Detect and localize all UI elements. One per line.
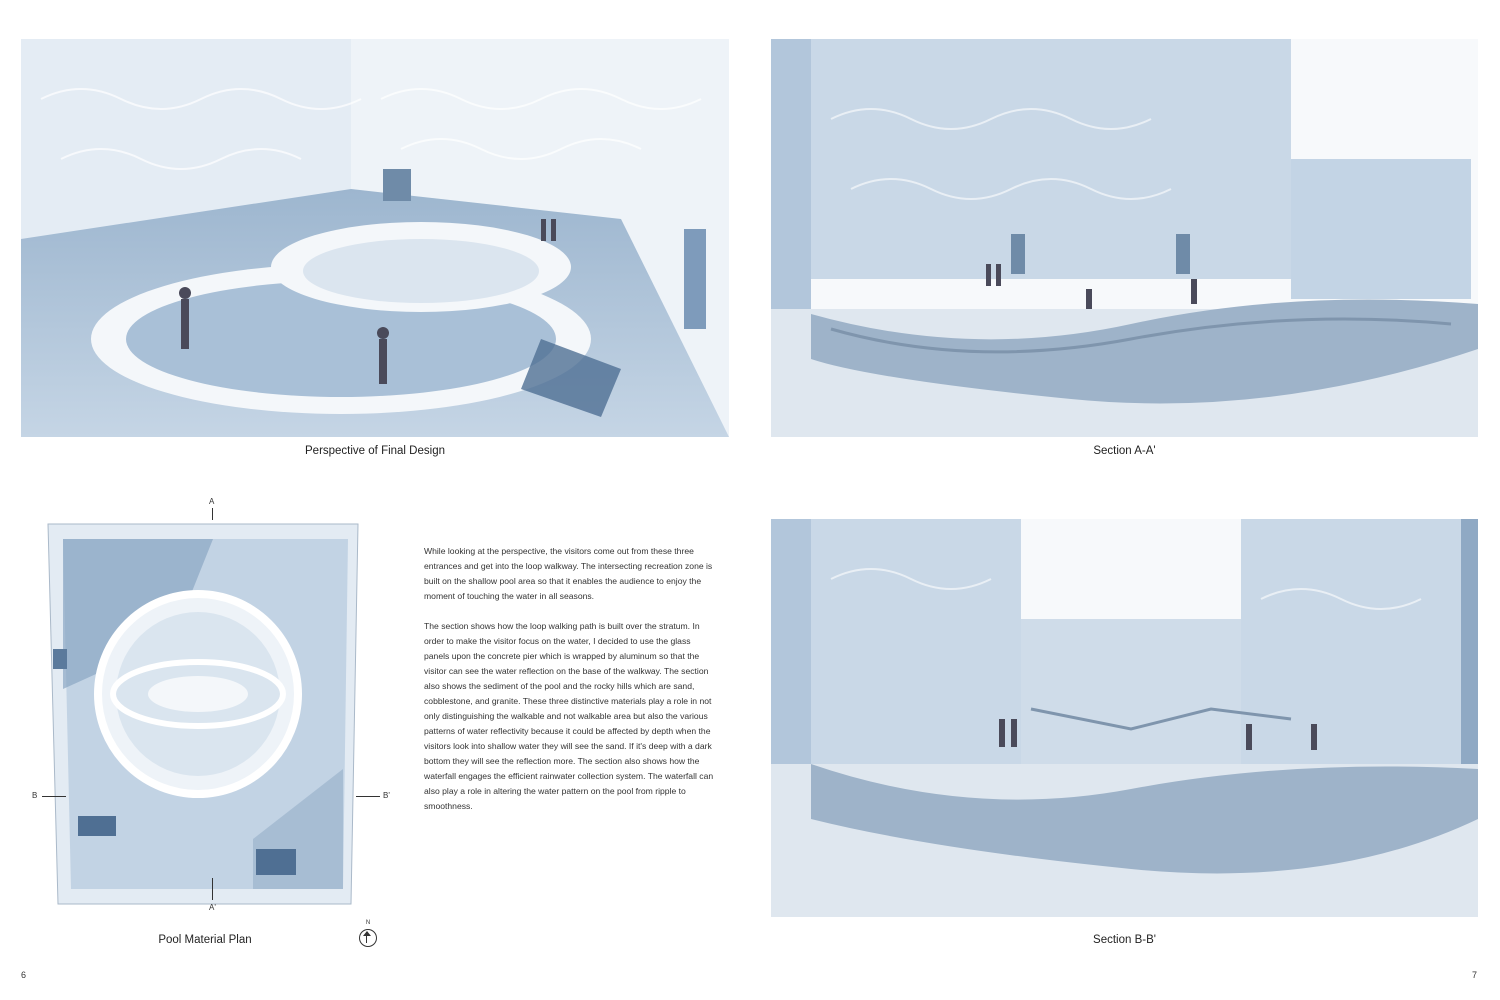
page-number-left: 6	[21, 970, 27, 980]
caption-plan: Pool Material Plan	[158, 934, 252, 946]
caption-section-bb: Section B-B'	[1093, 934, 1156, 946]
marker-a-top: A	[209, 497, 215, 506]
section-bb-image	[771, 519, 1478, 917]
pool-plan-image	[33, 519, 377, 911]
caption-section-aa: Section A-A'	[1093, 445, 1156, 457]
body-text	[424, 544, 714, 829]
marker-a-bottom-line	[212, 878, 213, 900]
marker-b-right: B'	[383, 791, 390, 800]
marker-b-left-line	[42, 796, 66, 797]
body-paragraph-2: The section shows how the loop walking path is built over the stratum. In order to make the visitor focus on the water, I decided to use the glass panels upon the concrete pier which is wrapped by aluminum so that the visitor can see the water reflection on the base of the walkway. The section also shows the sediment of the pool and the rocky hills which are sand, cobblestone, and granite. These three distinctive materials play a role in not only distinguishing the walkable and not walkable area but also the various patterns of water reflectivity because it could be affected by depth when the visitors look into shallow water they will see the sand. If it's deep with a dark bottom they will see the reflection more. The section also shows how the waterfall engages the efficient rainwater collection system. The waterfall can also play a role in altering the water pattern on the pool from ripple to smoothness.	[424, 621, 714, 811]
marker-b-left: B	[32, 791, 38, 800]
page-number-right: 7	[1472, 970, 1478, 980]
caption-perspective: Perspective of Final Design	[305, 445, 445, 457]
section-aa-image	[771, 39, 1478, 437]
perspective-image	[21, 39, 729, 437]
marker-b-right-line	[356, 796, 380, 797]
body-paragraph-1: While looking at the perspective, the visitors come out from these three entrances and get into the loop walkway. The intersecting recreation zone is built on the shallow pool area so that it enables the audience to enjoy the moment of touching the water in all seasons.	[424, 546, 713, 601]
marker-a-top-line	[212, 508, 213, 520]
north-label: N	[365, 920, 371, 926]
marker-a-bottom: A'	[209, 903, 216, 912]
